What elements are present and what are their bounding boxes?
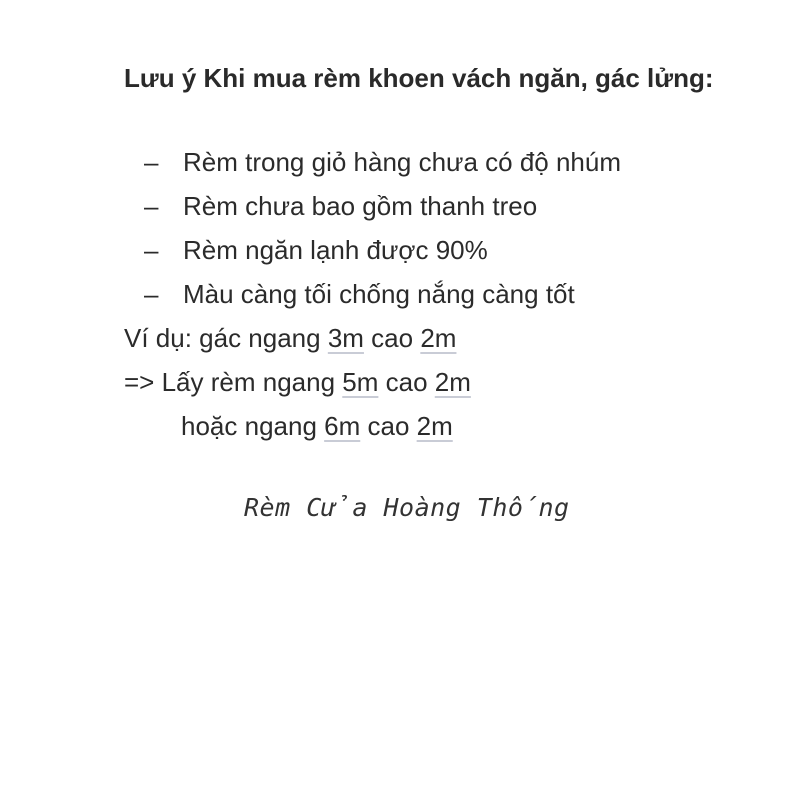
list-item-text: Màu càng tối chống nắng càng tốt <box>183 279 575 309</box>
example-line-3 <box>181 404 453 448</box>
width-value: 6m <box>324 411 361 441</box>
list-item-text: Rèm ngăn lạnh được 90% <box>183 235 488 265</box>
list-item-text: Rèm trong giỏ hàng chưa có độ nhúm <box>183 147 622 177</box>
example-prefix: => Lấy rèm ngang <box>124 367 343 397</box>
example-middle: cao <box>360 411 417 441</box>
example-line-2 <box>124 360 471 404</box>
dash-marker: – <box>144 147 159 177</box>
dash-marker: – <box>144 279 159 309</box>
note-title: Lưu ý Khi mua rèm khoen vách ngăn, gác lửng: <box>124 63 714 93</box>
example-prefix: Ví dụ: gác ngang <box>124 323 328 353</box>
dash-marker: – <box>144 191 159 221</box>
example-line-1 <box>124 316 456 360</box>
height-value: 2m <box>420 323 457 353</box>
width-value: 5m <box>342 367 379 397</box>
shop-signature: Rèm Cửa Hoàng Thống <box>244 493 570 522</box>
height-value: 2m <box>416 411 453 441</box>
list-item-text: Rèm chưa bao gồm thanh treo <box>183 191 538 221</box>
width-value: 3m <box>327 323 364 353</box>
height-value: 2m <box>434 367 471 397</box>
dash-marker: – <box>144 235 159 265</box>
example-prefix: hoặc ngang <box>181 411 325 441</box>
example-middle: cao <box>378 367 435 397</box>
example-middle: cao <box>363 323 421 353</box>
